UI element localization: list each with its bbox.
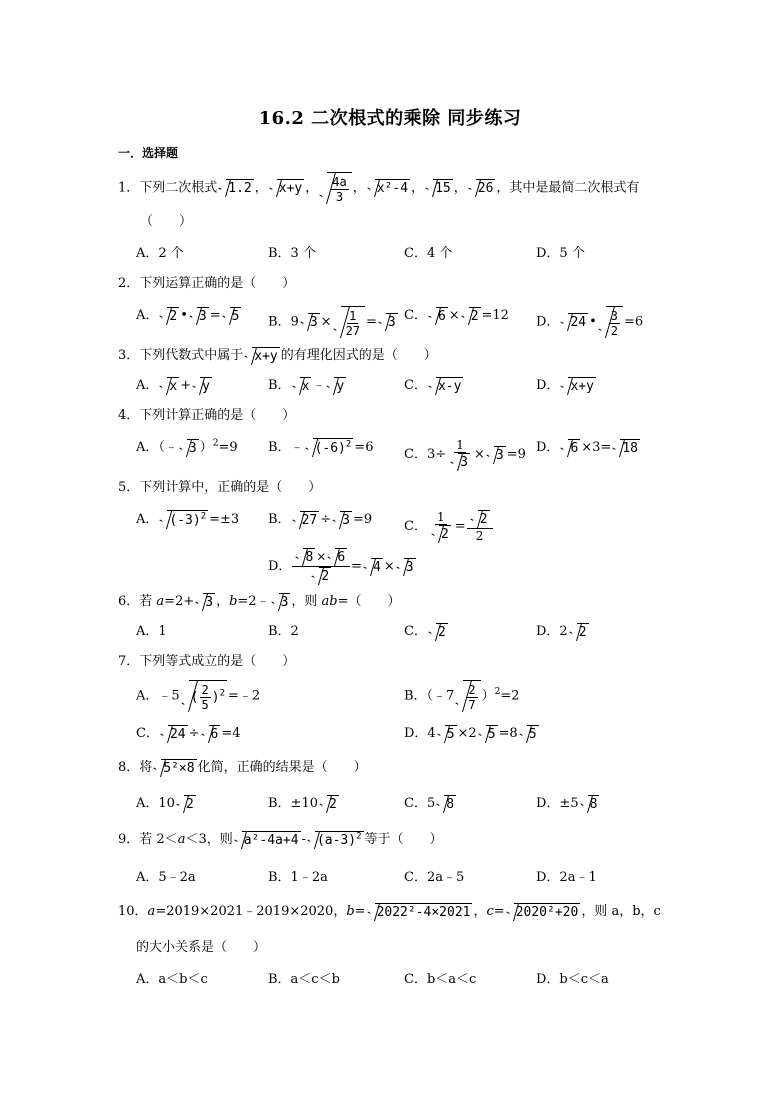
option-d[interactable]: D．±5 8 [536, 796, 598, 812]
question-10-options [136, 970, 656, 994]
question-10-stem: 10．a=2019×2021﹣2019×2020，b= 2022²-4×2021 ，c= 2020²+20 ，则 a，b，c [118, 904, 661, 920]
page-title: 16.2 二次根式的乘除 同步练习 [258, 108, 522, 129]
option-b[interactable]: B．﹣ $(-6)^2$ =6 [268, 439, 374, 456]
question-7-stem: 7．下列等式成立的是（ ） [118, 654, 296, 669]
option-d[interactable]: D． 6 ×3= 18 [536, 440, 638, 456]
option-d[interactable]: D． 8 × 6 2 = 4 × 3 [268, 549, 414, 584]
option-c[interactable]: C．b＜a＜c [404, 972, 477, 987]
option-b[interactable]: B．9 3 × $\frac{1}{27}$ = 3 [268, 306, 399, 338]
question-1-stem: 1．下列二次根式 1.2 ， x+y ， $\frac{4a}{3}$ ， x²-4 ， 15 ， 26 ，其中是最简二次根式有 [118, 172, 639, 204]
question-6-stem: 6．若 a=2+ 3 ，b=2﹣ 3 ，则 ab=（ ） [118, 594, 401, 610]
option-c[interactable]: C． 2 [404, 624, 446, 640]
option-a[interactable]: A．（﹣ 3 ）$^2$=9 [136, 438, 238, 456]
question-2-options [136, 306, 656, 336]
question-5-stem: 5．下列计算中，正确的是（ ） [118, 480, 322, 495]
option-b[interactable]: B．（﹣7 $\frac{2}{7}$ ）$^2$=2 [404, 680, 519, 712]
option-a[interactable]: A．5﹣2a [136, 870, 196, 885]
section-heading: 一．选择题 [118, 146, 179, 160]
radical: 1.2 [218, 179, 253, 197]
option-c[interactable]: C．3÷ $\frac{1}{3}$ × 3 =9 [404, 438, 526, 470]
option-b[interactable]: B．2 [268, 624, 299, 639]
option-c[interactable]: C． $\frac{1}{2}$ = $\frac{2}{2}$ [404, 510, 494, 543]
option-d[interactable]: D． x+y [536, 378, 594, 394]
option-c[interactable]: C． 6 × 2 =12 [404, 308, 509, 324]
option-d[interactable]: D．b＜c＜a [536, 972, 609, 987]
question-7-options-row1 [136, 680, 656, 718]
option-d[interactable]: D．5 个 [536, 246, 585, 261]
option-a[interactable]: A．a＜b＜c [136, 972, 208, 987]
option-d[interactable]: D．2 2 [536, 624, 587, 640]
option-a[interactable]: A． $(-3)^2$ =±3 [136, 511, 240, 528]
question-9-options [136, 868, 656, 892]
question-6-options [136, 622, 656, 646]
option-a[interactable]: A．﹣5 ( $\frac{2}{5}$ )$^2$ =﹣2 [136, 680, 260, 712]
question-10-stem-line2: 的大小关系是（ ） [136, 940, 267, 955]
radical: 15 [425, 179, 453, 197]
option-d[interactable]: D．2a﹣1 [536, 870, 597, 885]
option-a[interactable]: A．2 个 [136, 246, 184, 261]
question-8-stem: 8．将 5²×8 化简，正确的结果是（ ） [118, 760, 367, 776]
question-5-options-row1 [136, 510, 656, 542]
radical: $\frac{4a}{3}$ [319, 172, 351, 204]
question-3-stem: 3．下列代数式中属于 x+y 的有理化因式的是（ ） [118, 348, 437, 364]
option-b[interactable]: B．a＜c＜b [268, 972, 340, 987]
question-1-paren: （ ） [140, 214, 193, 229]
question-7-options-row2 [136, 724, 656, 748]
option-a[interactable]: A．1 [136, 624, 167, 639]
option-c[interactable]: C． 24 ÷ 6 =4 [136, 726, 241, 742]
option-b[interactable]: B．3 个 [268, 246, 316, 261]
option-d[interactable]: D．4 5 ×2 5 =8 5 [404, 726, 537, 742]
option-c[interactable]: C．2a﹣5 [404, 870, 465, 885]
radical: x+y [269, 179, 304, 197]
option-b[interactable]: B．±10 2 [268, 796, 337, 812]
option-b[interactable]: B． x ﹣ y [268, 378, 345, 394]
option-c[interactable]: C． x-y [404, 378, 462, 394]
question-2-stem: 2．下列运算正确的是（ ） [118, 276, 296, 291]
question-9-stem: 9．若 2＜a＜3，则 a²-4a+4 - $(a-3)^2$ 等于（ ） [118, 831, 443, 848]
option-a[interactable]: A．10 2 [136, 796, 194, 812]
radical: x²-4 [367, 179, 410, 197]
radical: 26 [468, 179, 496, 197]
option-d[interactable]: D． 24 • $\frac{3}{2}$ =6 [536, 306, 643, 338]
option-b[interactable]: B．1﹣2a [268, 870, 328, 885]
question-1-options [136, 244, 656, 268]
question-3-options [136, 376, 656, 400]
question-4-stem: 4．下列计算正确的是（ ） [118, 408, 296, 423]
option-a[interactable]: A． x + y [136, 378, 210, 394]
question-4-options [136, 438, 656, 470]
option-b[interactable]: B． 27 ÷ 3 =9 [268, 512, 373, 528]
question-8-options [136, 794, 656, 818]
option-c[interactable]: C．4 个 [404, 246, 453, 261]
question-5-options-row2 [136, 548, 656, 584]
option-a[interactable]: A． 2 • 3 = 5 [136, 308, 240, 324]
option-c[interactable]: C．5 8 [404, 796, 455, 812]
